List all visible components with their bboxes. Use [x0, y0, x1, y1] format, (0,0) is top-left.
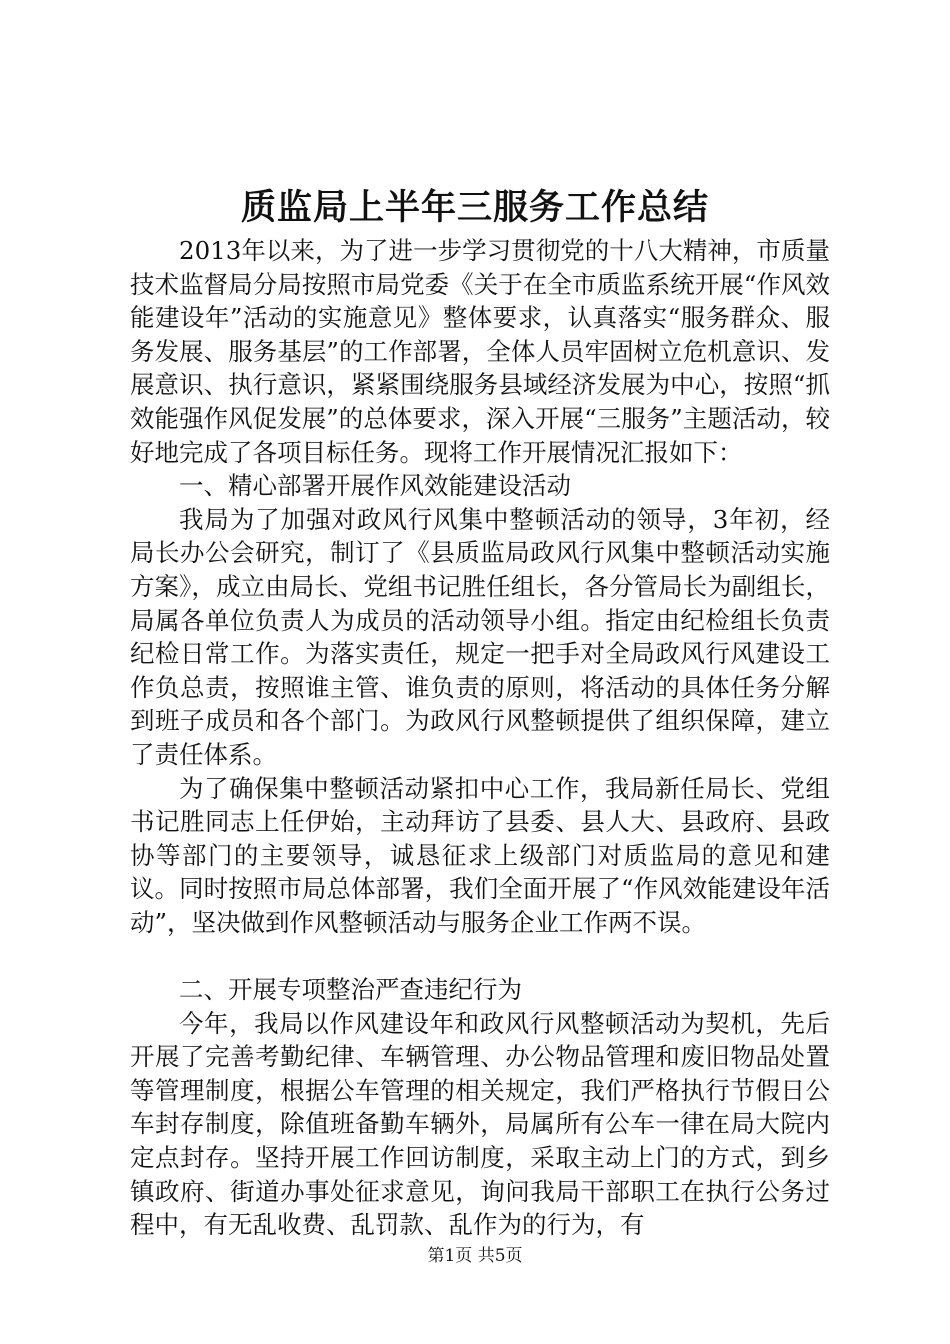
section-1-paragraph-1: 我局为了加强对政风行风集中整顿活动的领导，3年初，经局长办公会研究，制订了《县质监局政风行风集中整顿活动实施方案》，成立由局长、党组书记胜任组长，各分管局长为副组长，局属各单位负责人为成员的活动领导小组。指定由纪检组长负责纪检日常工作。为落实责任，规定一把手对全局政风行风建设工作负总责，按照谁主管、谁负责的原则，将活动的具体任务分解到班子成员和各个部门。为政风行风整顿提供了组织保障，建立了责任体系。: [130, 504, 830, 769]
page-footer: 第1页 共5页: [427, 1246, 523, 1266]
section-1-paragraph-2: 为了确保集中整顿活动紧扣中心工作，我局新任局长、党组书记胜同志上任伊始，主动拜访了县委、县人大、县政府、县政协等部门的主要领导，诚恳征求上级部门对质监局的意见和建议。同时按照市局总体部署，我们全面开展了“作风效能建设年活动”，坚决做到作风整顿活动与服务企业工作两不误。: [130, 773, 830, 937]
section-2-heading: 二、开展专项整治严查违纪行为: [179, 975, 522, 1005]
intro-paragraph: 2013年以来，为了进一步学习贯彻党的十八大精神，市质量技术监督局分局按照市局党委《关于在全市质监系统开展“作风效能建设年”活动的实施意见》整体要求，认真落实“服务群众、服务发展、服务基层”的工作部署，全体人员牢固树立危机意识、发展意识、执行意识，紧紧围绕服务县域经济发展为中心，按照“抓效能强作风促发展”的总体要求，深入开展“三服务”主题活动，较好地完成了各项目标任务。现将工作开展情况汇报如下：: [130, 236, 830, 467]
document-title: 质监局上半年三服务工作总结: [240, 188, 709, 228]
section-spacer: [130, 939, 830, 973]
section-2-paragraph-1: 今年，我局以作风建设年和政风行风整顿活动为契机，先后开展了完善考勤纪律、车辆管理、办公物品管理和废旧物品处置等管理制度，根据公车管理的相关规定，我们严格执行节假日公车封存制度，除值班备勤车辆外，局属所有公车一律在局大院内定点封存。坚持开展工作回访制度，采取主动上门的方式，到乡镇政府、街道办事处征求意见，询问我局干部职工在执行公务过程中，有无乱收费、乱罚款、乱作为的行为，有: [130, 1008, 830, 1240]
section-1-heading: 一、精心部署开展作风效能建设活动: [179, 471, 571, 501]
document-body: [130, 234, 830, 1242]
